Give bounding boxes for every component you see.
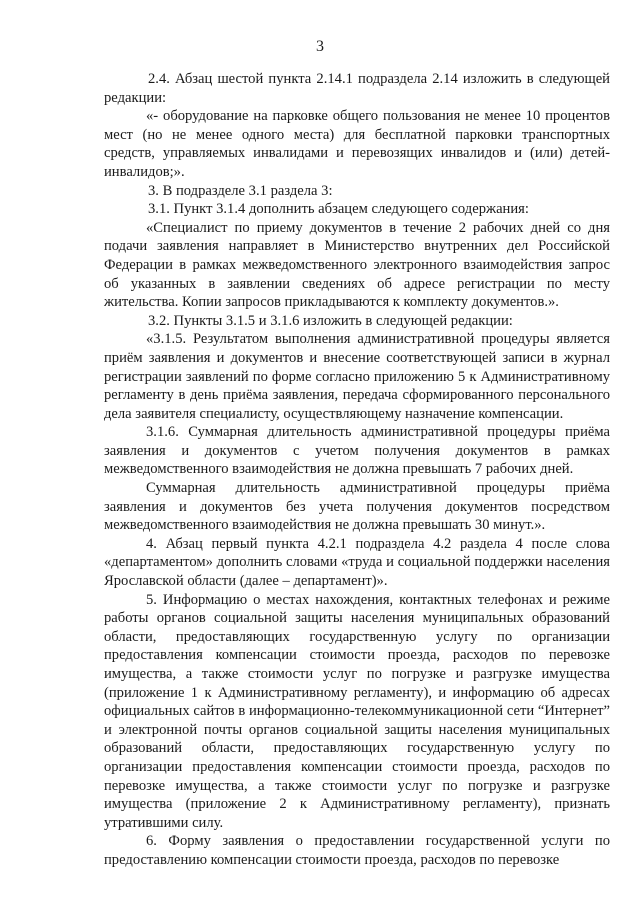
page-number: 3 [316, 38, 324, 55]
paragraph-quote-specialist: «Специалист по приему документов в течение 2 рабочих дней со дня подачи заявления направляет в Министерство внутренних дел Российской Федерации в рамках межведомственного электронного взаимодействия запрос об указанных в заявлении сведениях об адресе регистрации по месту жительства. Копии запросов прикладываются к комплекту документов.». [104, 219, 610, 311]
paragraph-3-1-5: «3.1.5. Результатом выполнения административной процедуры является приём заявления и документов и внесение соответствующей записи в журнал регистрации заявлений по форме согласно приложению 5 к Административному регламенту в день приёма заявления, передача сформированного персонального дела заявителя специалисту, осуществляющему назначение компенсации. [104, 331, 610, 422]
paragraph-3-2: 3.2. Пункты 3.1.5 и 3.1.6 изложить в следующей редакции: [148, 312, 513, 329]
paragraph-3: 3. В подразделе 3.1 раздела 3: [148, 182, 333, 199]
paragraph-3-1-6: 3.1.6. Суммарная длительность административной процедуры приёма заявления и документов с учетом получения документов в рамках межведомственного взаимодействия не должна превышать 7 рабочих дней. [104, 424, 610, 478]
paragraph-5: 5. Информацию о местах нахождения, контактных телефонах и режиме работы органов социальной защиты населения муниципальных образований области, предоставляющих государственную услугу по организации предоставления компенсации стоимости проезда, расходов по перевозке имущества, а также стоимости услуг по погрузке и разгрузке имущества (приложение 1 к Административному регламенту), и информацию об адресах официальных сайтов в информационно-телекоммуникационной сети “Интернет” и электронной почты органов социальной защиты населения муниципальных образований области, предоставляющих государственную услугу по организации предоставления компенсации стоимости проезда, расходов по перевозке имущества, а также стоимости услуг по погрузке и разгрузке имущества (приложение 2 к Административному регламенту), признать утратившими силу. [104, 591, 610, 831]
document-body [104, 70, 610, 870]
paragraph-3-1: 3.1. Пункт 3.1.4 дополнить абзацем следующего содержания: [148, 201, 529, 218]
paragraph-4: 4. Абзац первый пункта 4.2.1 подраздела 4.2 раздела 4 после слова «департаментом» дополнить словами «труда и социальной поддержки населения Ярославской области (далее – департамент)». [104, 535, 610, 590]
paragraph-quote-parking: «- оборудование на парковке общего пользования не менее 10 процентов мест (но не менее одного места) для бесплатной парковки транспортных средств, управляемых инвалидами и перевозящих инвалидов и (или) детей-инвалидов;». [104, 108, 610, 180]
paragraph-total-duration: Суммарная длительность административной процедуры приёма заявления и документов без учета получения документов посредством межведомственного взаимодействия не должна превышать 30 минут.». [104, 480, 610, 534]
paragraph-2-4: 2.4. Абзац шестой пункта 2.14.1 подраздела 2.14 изложить в следующей редакции: [104, 71, 610, 106]
paragraph-6: 6. Форму заявления о предоставлении государственной услуги по предоставлению компенсации стоимости проезда, расходов по перевозке [104, 833, 610, 868]
